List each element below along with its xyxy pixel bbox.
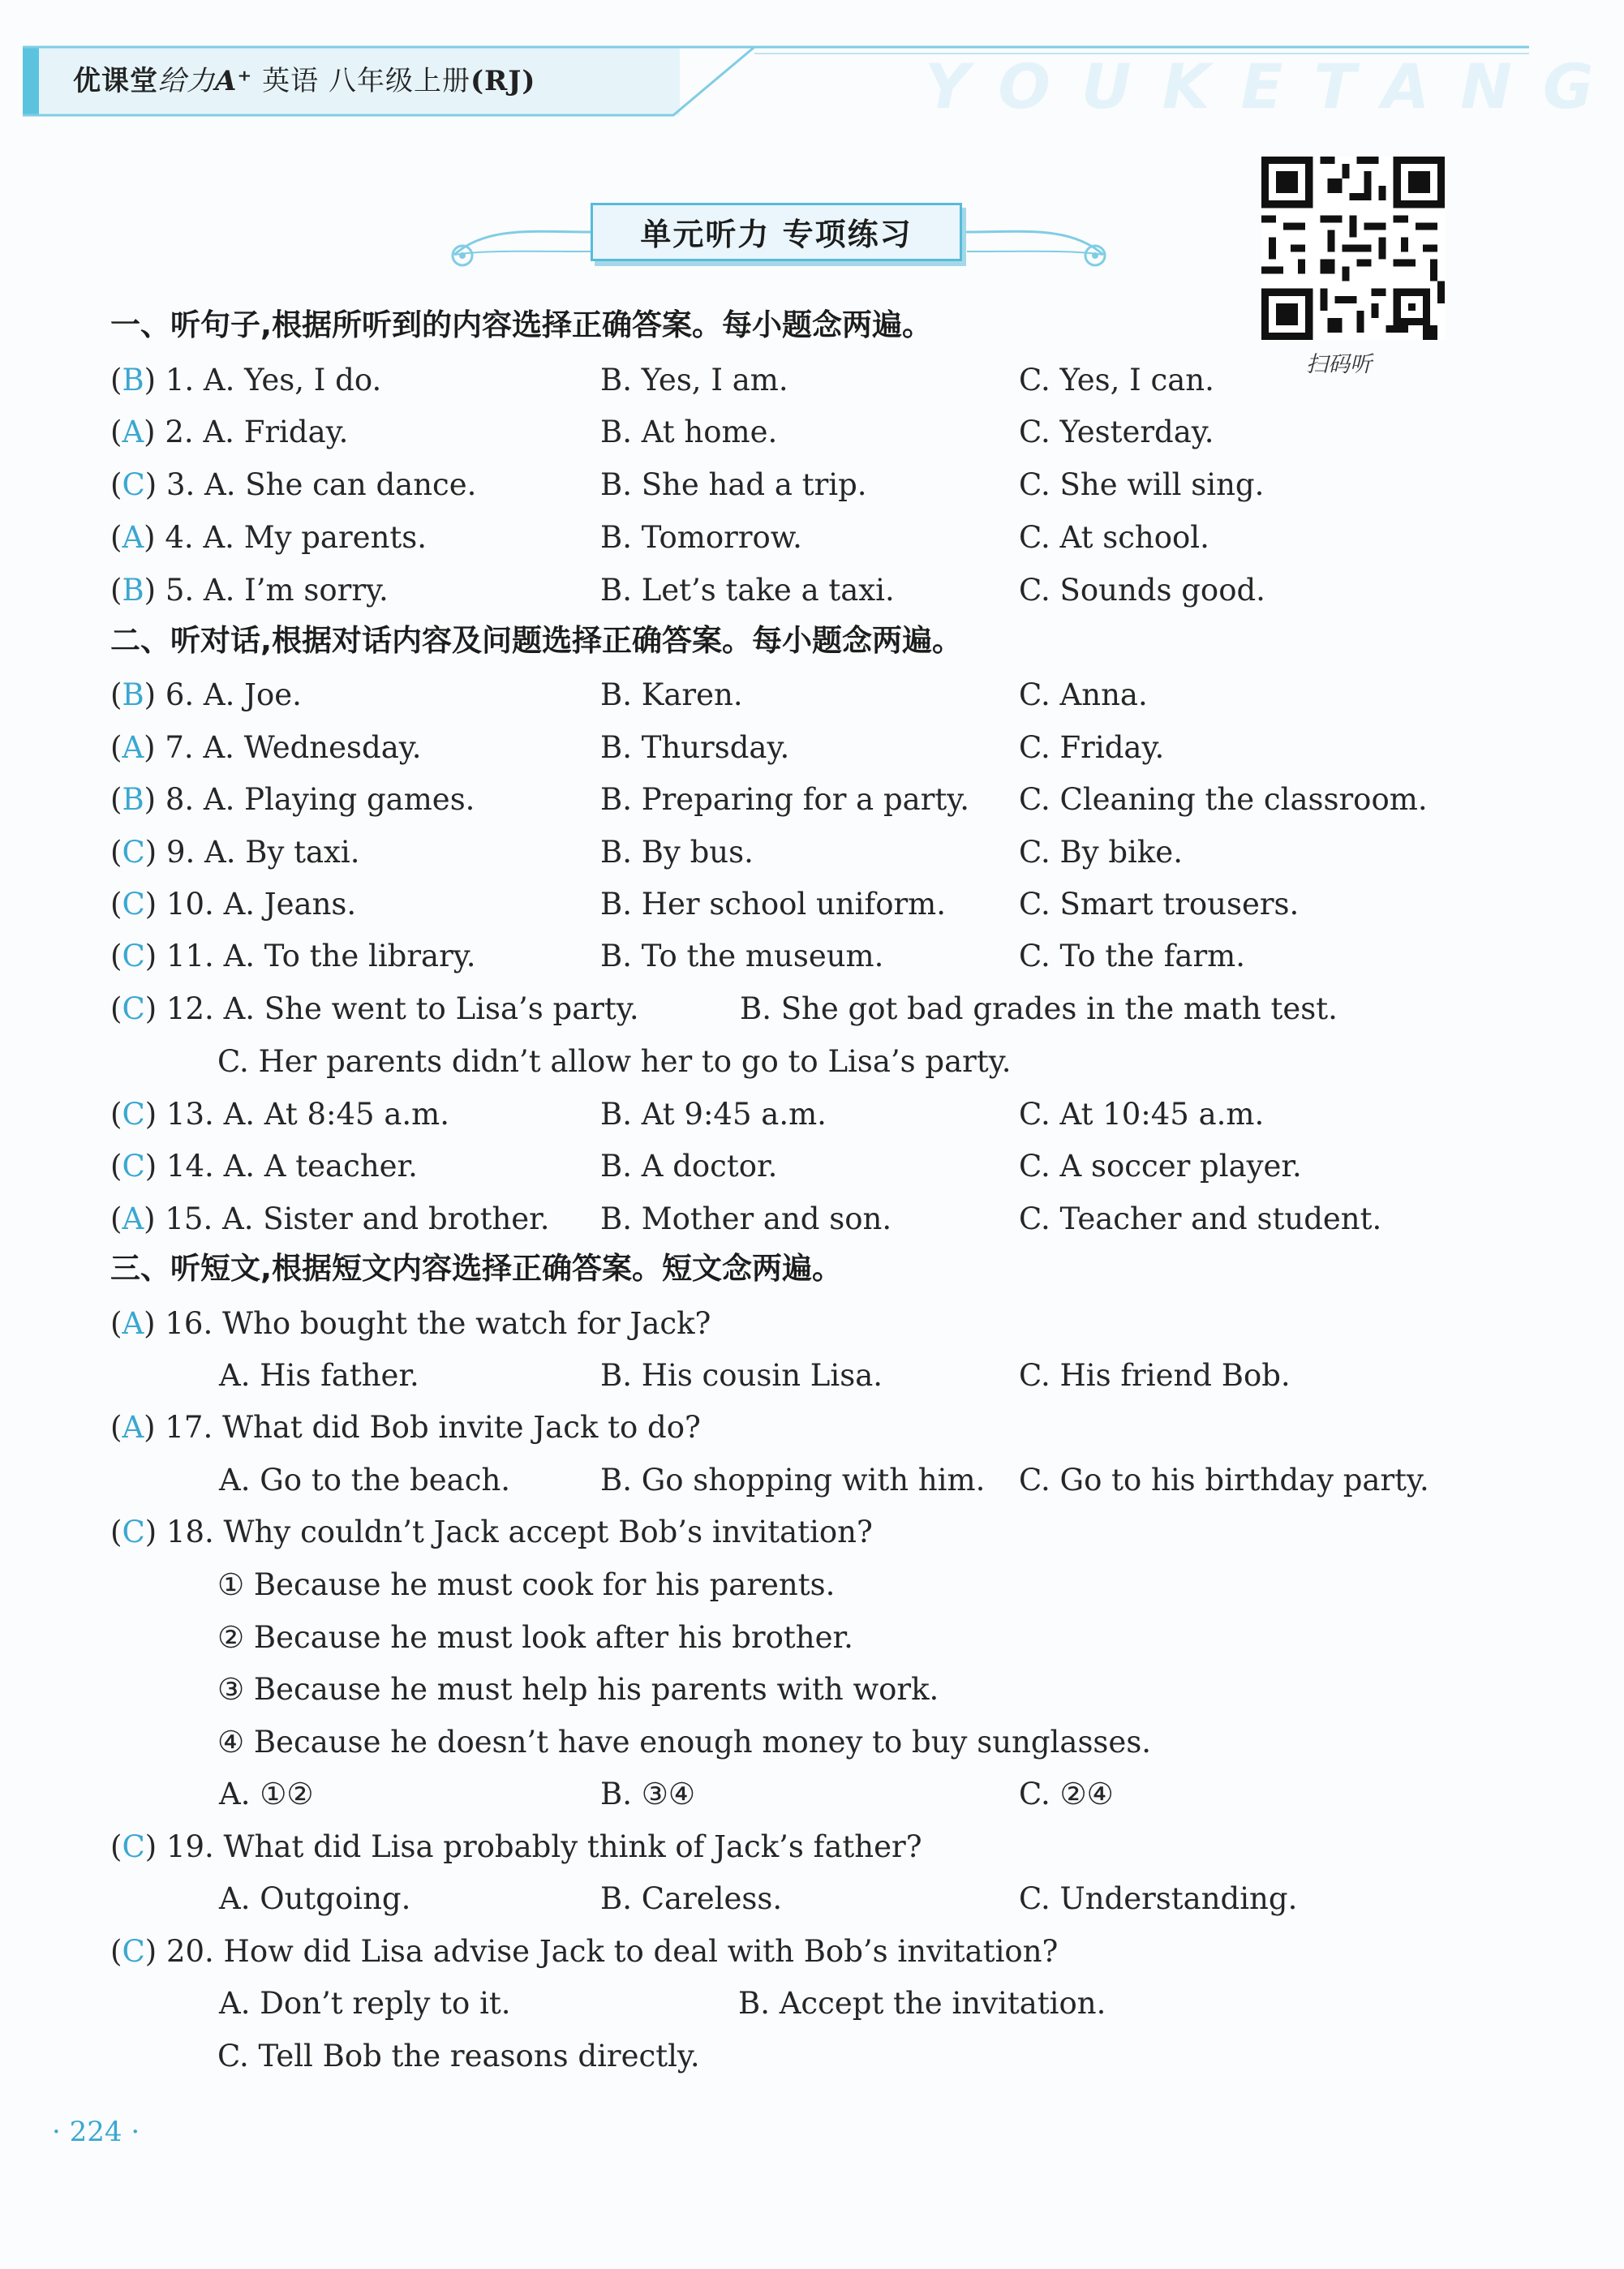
- option-c: C. Cleaning the classroom.: [1019, 782, 1428, 817]
- answer-3: C: [122, 467, 145, 502]
- answer-4: A: [122, 520, 144, 555]
- option-b: B. Her school uniform.: [600, 887, 947, 922]
- option-c: C. Her parents didn’t allow her to go to Lisa’s party.: [217, 1044, 1012, 1079]
- section-2-heading: 二、听对话,根据对话内容及问题选择正确答案。每小题念两遍。: [110, 623, 963, 658]
- edition-label: (RJ): [470, 65, 536, 97]
- option-a: A. By taxi.: [204, 835, 360, 870]
- answer-6: B: [122, 677, 144, 712]
- option-b: B. Accept the invitation.: [738, 1986, 1106, 2021]
- answer-14: C: [122, 1149, 145, 1184]
- option-b: B. Let’s take a taxi.: [600, 573, 895, 608]
- answer-7: A: [122, 730, 144, 765]
- header-watermark: YOUKETANG: [925, 50, 1624, 122]
- option-a: A. I’m sorry.: [203, 573, 389, 608]
- textbook-page: YOUKETANG 优课堂给力A⁺ 英语 八年级上册(RJ) 单元听力 专项练习 扫码听 一、听句子,根据所听到的内容选择正确答案。每小题念两遍。 (B) 1. A. Yes, I do. B. Yes, I am. C. Yes, I can. (A) 2. A. Friday. B. At home. C. Yesterday. (C) 3. A. She can dance. B. She had a trip. C. She will sing. (A) 4. A. My parents. B. Tomorrow. C. At school. (B) 5. A. I’m sorry. B. Let’s take a taxi. C. Sounds good. 二、听对话,根据对话内容及问题选择正确答案。每小题念两遍。 (B) 6. A. Joe. B. Karen. C. Anna. (A) 7. A. Wednesday. B. Thursday. C. Friday. (B) 8. A. Playing games. B. Preparing for a party. C. Cleaning the classroom. (C) 9. A. By taxi. B. By bus. C. By bike. (C) 10. A. Jeans. B. Her school uniform. C. Smart trousers. (C) 11. A. To the library. B. To the museum. C. To the farm. (C) 12. A. She went to Lisa’s party. B. She got bad grades in the math test. C. Her parents didn’t allow her to go to Lisa’s party. (C) 13. A. At 8:45 a.m. B. At 9:45 a.m. C. At 10:45 a.m. (C) 14. A. A teacher. B. A doctor. C. A soccer player. (A) 15. A. Sister and brother. B. Mother and son. C. Teacher and student. 三、听短文,根据短文内容选择正确答案。短文念两遍。 (A) 16. Who bought the watch for Jack? A. His father. B. His cousin Lisa. C. His friend Bob. (A) 17. What did Bob invite Jack to do? A. Go to the beach. B. Go shopping with him. C. Go to his birthday party. (C) 18. Why couldn’t Jack accept Bob’s invitation? ① Because he must cook for his parents. ② Because he must look after his brother. ③ Because he must help his parents with work. ④ Because he doesn’t have enough money to buy sunglasses. A. ①② B. ③④ C. ②④ (C) 19. What did Lisa probably think of Jack’s father? A. Outgoing. B. Careless. C. Understanding. (C) 20. How did Lisa advise Jack to deal with Bob’s invitation? A. Don’t reply to it. B. Accept the invitation. C. Tell Bob the reasons directly. · 224 ·: [0, 0, 1553, 2269]
- subject-label: 英语 八年级上册: [262, 65, 470, 97]
- option-c: C. At school.: [1019, 520, 1209, 555]
- option-c: C. ②④: [1019, 1777, 1114, 1811]
- option-c: C. Tell Bob the reasons directly.: [217, 2039, 700, 2073]
- option-b: B. Mother and son.: [600, 1201, 892, 1236]
- option-b: B. She had a trip.: [600, 467, 867, 502]
- option-b: B. ③④: [600, 1777, 696, 1811]
- option-a: A. His father.: [219, 1358, 419, 1393]
- answer-5: B: [122, 573, 144, 608]
- statement-1: ① Because he must cook for his parents.: [217, 1567, 836, 1602]
- answer-17: A: [122, 1410, 144, 1445]
- option-a: A. Jeans.: [223, 887, 357, 922]
- option-b: B. Yes, I am.: [600, 363, 788, 398]
- option-a: A. She can dance.: [204, 467, 477, 502]
- option-c: C. A soccer player.: [1019, 1149, 1302, 1184]
- option-a: A. Friday.: [203, 415, 349, 449]
- option-a: A. Don’t reply to it.: [219, 1986, 511, 2021]
- option-c: C. Go to his birthday party.: [1019, 1463, 1429, 1498]
- answer-19: C: [122, 1829, 145, 1864]
- answer-13: C: [122, 1097, 145, 1132]
- option-b: B. His cousin Lisa.: [600, 1358, 883, 1393]
- statement-3: ③ Because he must help his parents with work.: [217, 1672, 939, 1707]
- option-b: B. To the museum.: [600, 939, 884, 973]
- option-b: B. At home.: [600, 415, 778, 449]
- answer-8: B: [122, 782, 144, 817]
- option-c: C. Teacher and student.: [1019, 1201, 1382, 1236]
- option-c: C. Yes, I can.: [1019, 363, 1214, 398]
- section-1-heading: 一、听句子,根据所听到的内容选择正确答案。每小题念两遍。: [110, 307, 933, 342]
- page-number: · 224 ·: [52, 2116, 140, 2148]
- option-c: C. Smart trousers.: [1019, 887, 1300, 922]
- option-a: A. My parents.: [203, 520, 427, 555]
- option-a: A. A teacher.: [223, 1149, 418, 1184]
- question-stem: 17. What did Bob invite Jack to do?: [165, 1410, 701, 1445]
- banner-title: 单元听力 专项练习: [640, 217, 913, 252]
- option-b: B. Preparing for a party.: [600, 782, 970, 817]
- question-stem: 19. What did Lisa probably think of Jack’s father?: [165, 1829, 922, 1864]
- answer-2: A: [122, 415, 144, 449]
- option-a: A. Sister and brother.: [221, 1201, 550, 1236]
- brand-grade: A⁺: [215, 65, 253, 97]
- option-c: C. She will sing.: [1019, 467, 1265, 502]
- option-b: B. She got bad grades in the math test.: [740, 991, 1338, 1026]
- option-c: C. Anna.: [1019, 677, 1148, 712]
- option-b: B. Careless.: [600, 1881, 783, 1916]
- brand-name: 优课堂: [73, 65, 158, 97]
- question-stem: 20. How did Lisa advise Jack to deal with Bob’s invitation?: [165, 1934, 1059, 1969]
- option-a: A. Playing games.: [203, 782, 475, 817]
- option-a: A. To the library.: [223, 939, 476, 973]
- answer-18: C: [122, 1515, 145, 1549]
- answer-10: C: [122, 887, 145, 922]
- option-a: A. Outgoing.: [219, 1881, 411, 1916]
- option-a: A. ①②: [219, 1777, 314, 1811]
- answer-12: C: [122, 991, 145, 1026]
- option-c: C. Yesterday.: [1019, 415, 1214, 449]
- option-a: A. Joe.: [203, 677, 302, 712]
- option-c: C. To the farm.: [1019, 939, 1245, 973]
- option-a: A. Yes, I do.: [203, 363, 382, 398]
- option-b: B. Go shopping with him.: [600, 1463, 986, 1498]
- option-c: C. His friend Bob.: [1019, 1358, 1291, 1393]
- answer-15: A: [122, 1201, 144, 1236]
- answer-16: A: [122, 1306, 144, 1341]
- option-a: A. She went to Lisa’s party.: [223, 991, 639, 1026]
- option-c: C. Sounds good.: [1019, 573, 1265, 608]
- option-c: C. Understanding.: [1019, 1881, 1298, 1916]
- qr-code-icon[interactable]: [1261, 157, 1445, 340]
- option-a: A. Go to the beach.: [219, 1463, 511, 1498]
- option-b: B. At 9:45 a.m.: [600, 1097, 827, 1132]
- option-a: A. Wednesday.: [203, 730, 422, 765]
- option-b: B. Tomorrow.: [600, 520, 802, 555]
- option-a: A. At 8:45 a.m.: [223, 1097, 450, 1132]
- statement-2: ② Because he must look after his brother.: [217, 1620, 853, 1655]
- answer-20: C: [122, 1934, 145, 1969]
- header-title: [73, 58, 535, 98]
- option-b: B. Thursday.: [600, 730, 790, 765]
- statement-4: ④ Because he doesn’t have enough money to buy sunglasses.: [217, 1725, 1152, 1760]
- answer-11: C: [122, 939, 145, 973]
- option-b: B. Karen.: [600, 677, 743, 712]
- option-b: B. By bus.: [600, 835, 754, 870]
- option-c: C. By bike.: [1019, 835, 1183, 870]
- section-3-heading: 三、听短文,根据短文内容选择正确答案。短文念两遍。: [110, 1251, 843, 1286]
- brand-sub: 给力: [158, 65, 215, 97]
- answer-9: C: [122, 835, 145, 870]
- question-stem: 18. Why couldn’t Jack accept Bob’s invitation?: [165, 1515, 873, 1549]
- option-b: B. A doctor.: [600, 1149, 778, 1184]
- question-stem: 16. Who bought the watch for Jack?: [165, 1306, 711, 1341]
- option-c: C. At 10:45 a.m.: [1019, 1097, 1265, 1132]
- qr-label: 扫码听: [1306, 352, 1372, 377]
- option-c: C. Friday.: [1019, 730, 1165, 765]
- answer-1: B: [122, 363, 144, 398]
